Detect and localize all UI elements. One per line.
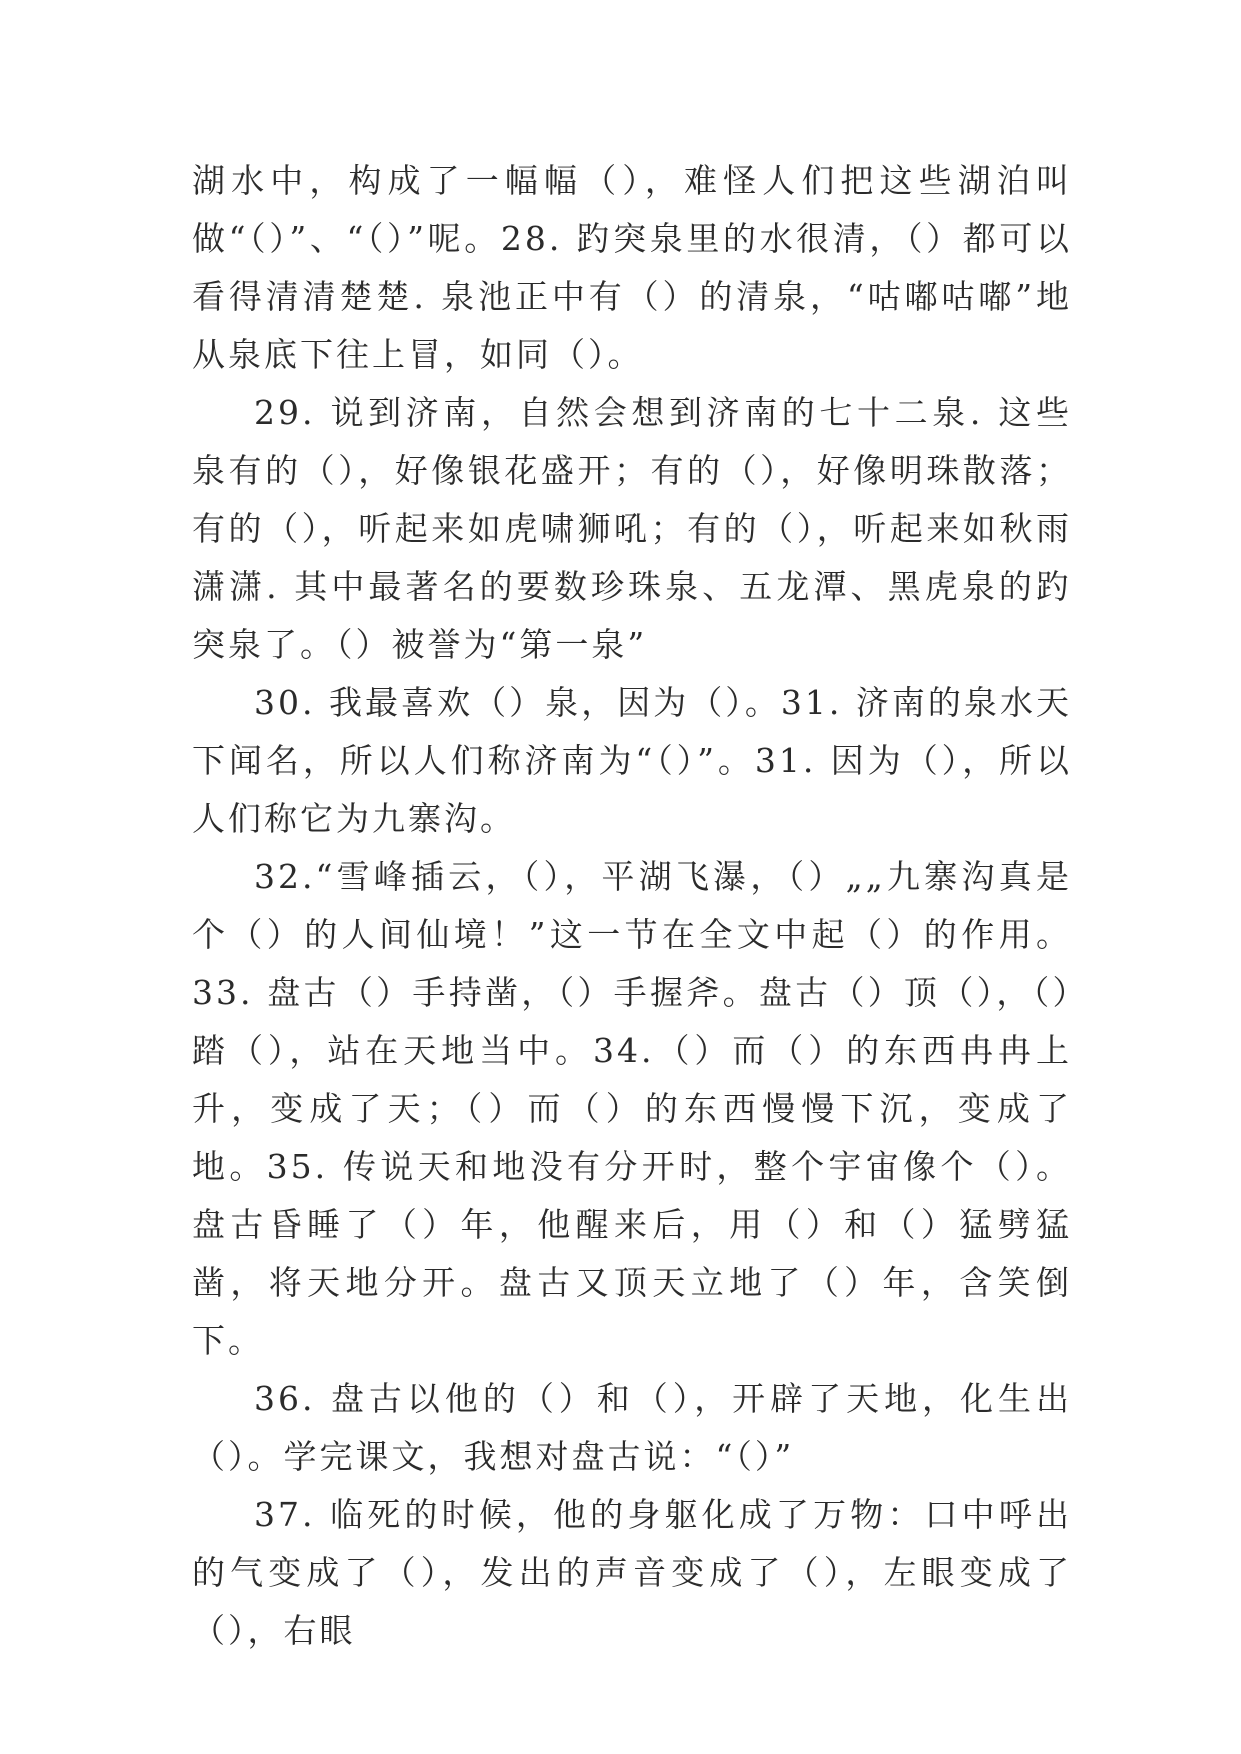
paragraph-lake-and-spring: 湖水中，构成了一幅幅（），难怪人们把这些湖泊叫做“（）”、“（）”呢。28. 趵突泉里的水很清，（）都可以看得清清楚楚. 泉池正中有（）的清泉，“咕嘟咕嘟”地从泉底下往上冒，如同（）。	[192, 161, 1072, 374]
paragraph-q30-q31: 30. 我最喜欢（）泉，因为（）。31. 济南的泉水天下闻名，所以人们称济南为“（）”。31. 因为（），所以人们称它为九寨沟。	[192, 683, 1072, 838]
paragraph-q32-q35: 32.“雪峰插云，（），平湖飞瀑，（）„„九寨沟真是个（）的人间仙境！”这一节在全文中起（）的作用。33. 盘古（）手持凿，（）手握斧。盘古（）顶（），（）踏（），站在天地当中。34.（）而（）的东西冉冉上升，变成了天；（）而（）的东西慢慢下沉，变成了地。35. 传说天和地没有分开时，整个宇宙像个（）。盘古昏睡了（）年，他醒来后，用（）和（）猛劈猛凿，将天地分开。盘古又顶天立地了（）年，含笑倒下。	[192, 857, 1072, 1360]
document-body	[192, 152, 1072, 1660]
paragraph-q36: 36. 盘古以他的（）和（），开辟了天地，化生出（）。学完课文，我想对盘古说：“（）”	[192, 1379, 1072, 1476]
paragraph-q37: 37. 临死的时候，他的身躯化成了万物：口中呼出的气变成了（），发出的声音变成了（），左眼变成了（），右眼	[192, 1495, 1072, 1650]
paragraph-q29: 29. 说到济南，自然会想到济南的七十二泉. 这些泉有的（），好像银花盛开；有的（），好像明珠散落；有的（），听起来如虎啸狮吼；有的（），听起来如秋雨潇潇. 其中最著名的要数珍珠泉、五龙潭、黑虎泉的趵突泉了。（）被誉为“第一泉”	[192, 393, 1072, 664]
